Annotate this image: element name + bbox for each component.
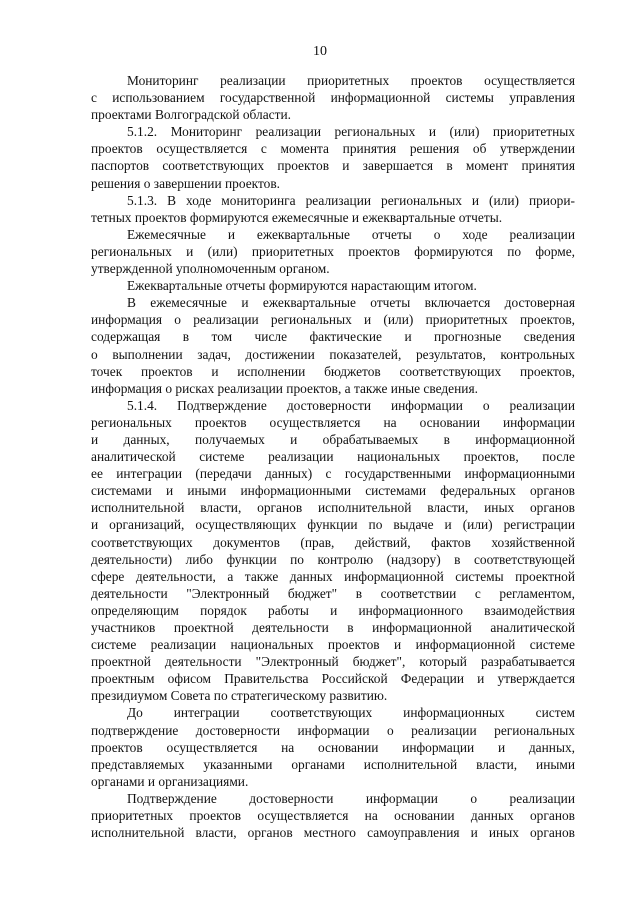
text-line: представляемых указанными органами исполнительной власти, иными [91, 756, 575, 772]
paragraph [91, 397, 575, 705]
text-line: 5.1.2. Мониторинг реализации региональных и (или) приоритетных [127, 124, 575, 140]
text-line: Мониторинг реализации приоритетных проектов осуществляется [127, 73, 575, 88]
text-line: региональных проектов осуществляется на основании информации [91, 414, 575, 430]
paragraph [91, 294, 575, 397]
paragraph [91, 123, 575, 191]
text-line: Ежеквартальные отчеты формируются нарастающим итогом. [127, 278, 477, 294]
text-line: деятельности) либо функции по контролю (надзору) в соответствующей [91, 551, 575, 567]
text-line: участников проектной деятельности в информационной аналитической [91, 620, 575, 635]
text-line: проектов осуществляется с момента принятия решения об утверждении [91, 141, 575, 157]
text-line: исполнительной власти, органов местного самоуправления и иных органов [91, 825, 575, 841]
paragraph [91, 192, 575, 226]
text-line: решения о завершении проектов. [91, 175, 281, 191]
text-line: деятельности "Электронный бюджет" в соответствии с регламентом, [91, 585, 575, 601]
text-line: системе реализации национальных проектов и информационной системе [91, 637, 575, 653]
text-line: и данных, получаемых и обрабатываемых в информационной [91, 431, 575, 447]
text-line: 5.1.4. Подтверждение достоверности информации о реализации [127, 397, 575, 413]
text-line: подтверждение достоверности информации о реализации региональных [91, 722, 575, 738]
text-line: Ежемесячные и ежеквартальные отчеты о ходе реализации [127, 226, 575, 242]
document-body [91, 72, 575, 841]
text-line: с использованием государственной информационной системы управления [91, 90, 575, 106]
text-line: и организаций, осуществляющих функции по выдаче и (или) регистрации [91, 517, 575, 533]
text-line: ее интеграции (передачи данных) с государственными информационными [91, 466, 575, 482]
page-number: 10 [313, 44, 327, 59]
text-line: региональных и (или) приоритетных проектов формируются по форме, [91, 243, 575, 259]
text-line: точек проектов и исполнении бюджетов соответствующих проектов, [91, 363, 575, 379]
text-line: информация о реализации региональных и (или) приоритетных проектов, [91, 312, 575, 328]
text-line: проектами Волгоградской области. [91, 107, 291, 123]
text-line: В ежемесячные и ежеквартальные отчеты включается достоверная [127, 295, 575, 311]
text-line: системами и иными информационными системами федеральных органов [91, 483, 575, 499]
text-line: проектной деятельности "Электронный бюджет", который разрабатывается [91, 654, 575, 670]
text-line: приоритетных проектов осуществляется на основании данных органов [91, 808, 575, 824]
text-line: содержащая в том числе фактические и прогнозные сведения [91, 329, 575, 345]
text-line: президиумом Совета по стратегическому развитию. [91, 688, 388, 704]
text-line: органами и организациями. [91, 773, 249, 789]
text-line: сфере деятельности, а также данных информационной системы проектной [91, 568, 575, 584]
text-line: тетных проектов формируются ежемесячные и ежеквартальные отчеты. [91, 209, 503, 225]
paragraph [91, 790, 575, 841]
text-line: утвержденной уполномоченным органом. [91, 261, 330, 277]
text-line: определяющим порядок работы и информационного взаимодействия [91, 602, 575, 618]
text-line: проектов осуществляется на основании информации и данных, [91, 739, 575, 755]
text-line: аналитической системе реализации национальных проектов, после [91, 449, 575, 465]
text-line: исполнительной власти, органов исполнительной власти, иных органов [91, 500, 575, 516]
text-line: о выполнении задач, достижении показателей, результатов, контрольных [91, 346, 575, 362]
text-line: проектным офисом Правительства Российской Федерации и утверждается [91, 671, 575, 687]
text-line: соответствующих документов (прав, действий, фактов хозяйственной [91, 534, 575, 550]
paragraph [91, 72, 575, 123]
paragraph [91, 277, 575, 294]
text-line: До интеграции соответствующих информационных систем [127, 705, 575, 721]
text-line: 5.1.3. В ходе мониторинга реализации региональных и (или) приори- [127, 192, 575, 208]
paragraph [91, 226, 575, 277]
text-line: паспортов соответствующих проектов и завершается в момент принятия [91, 158, 575, 174]
text-line: Подтверждение достоверности информации о реализации [127, 790, 575, 806]
text-line: информация о рисках реализации проектов, а также иные сведения. [91, 380, 478, 396]
paragraph [91, 704, 575, 789]
